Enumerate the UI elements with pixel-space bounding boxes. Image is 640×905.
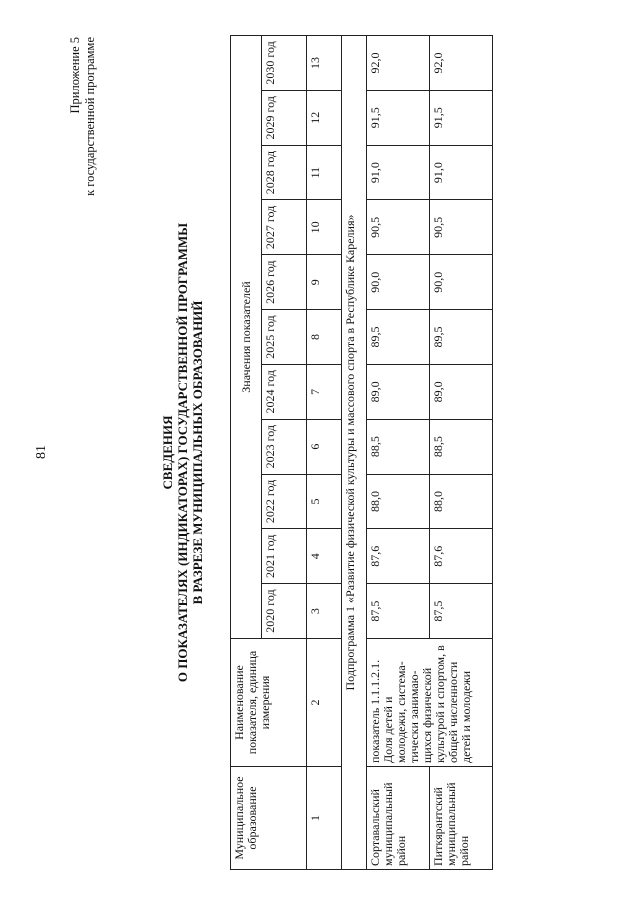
header-values-group: Значения показателей [231,36,262,639]
header-municipality: Муниципальное образование [231,767,307,870]
header-year: 2024 год [262,364,307,419]
page-number: 81 [34,445,49,459]
column-number: 7 [307,364,342,419]
header-year: 2030 год [262,36,307,91]
appendix-line-1: Приложение 5 [68,37,82,114]
column-number: 1 [307,767,342,870]
header-year: 2027 год [262,200,307,255]
header-year: 2020 год [262,584,307,639]
value-cell: 87,6 [367,529,430,584]
value-cell: 90,0 [430,255,493,310]
header-year: 2021 год [262,529,307,584]
column-number: 2 [307,639,342,767]
value-cell: 90,5 [367,200,430,255]
header-year: 2028 год [262,145,307,200]
value-cell: 87,5 [367,584,430,639]
value-cell: 91,0 [430,145,493,200]
value-cell: 90,0 [367,255,430,310]
heading-line-1: СВЕДЕНИЯ [160,415,175,490]
column-number: 13 [307,36,342,91]
value-cell: 89,5 [367,310,430,365]
column-number-row [307,36,342,870]
column-number: 8 [307,310,342,365]
value-cell: 88,0 [430,474,493,529]
column-number: 11 [307,145,342,200]
column-number: 12 [307,90,342,145]
heading-line-3: В РАЗРЕЗЕ МУНИЦИПАЛЬНЫХ ОБРАЗОВАНИЙ [190,300,205,605]
column-number: 6 [307,419,342,474]
indicator-cell: показатель 1.1.1.2.1. Доля детей и молодежи, система-тически занимаю-щихся физической культурой и спортом, в общей численности детей и молодежи [367,639,493,767]
column-number: 4 [307,529,342,584]
value-cell: 87,5 [430,584,493,639]
municipality-cell: Сортавальский муниципальный район [367,767,430,870]
subprogram-title: Подпрограмма 1 «Развитие физической культуры и массового спорта в Республике Карелия» [342,36,367,870]
value-cell: 92,0 [430,36,493,91]
value-cell: 91,5 [367,90,430,145]
value-cell: 88,5 [367,419,430,474]
header-year: 2022 год [262,474,307,529]
column-number: 10 [307,200,342,255]
document-heading [160,35,205,870]
value-cell: 91,5 [430,90,493,145]
municipality-cell: Питкярантский муниципальный район [430,767,493,870]
header-year: 2029 год [262,90,307,145]
value-cell: 88,0 [367,474,430,529]
header-year: 2023 год [262,419,307,474]
rotated-page-content [60,35,580,870]
value-cell: 89,0 [367,364,430,419]
column-number: 9 [307,255,342,310]
indicators-table [230,35,493,870]
value-cell: 89,0 [430,364,493,419]
header-indicator-name: Наименование показателя, единица измерения [231,639,307,767]
value-cell: 88,5 [430,419,493,474]
value-cell: 90,5 [430,200,493,255]
value-cell: 87,6 [430,529,493,584]
value-cell: 89,5 [430,310,493,365]
header-year: 2026 год [262,255,307,310]
value-cell: 92,0 [367,36,430,91]
column-number: 3 [307,584,342,639]
value-cell: 91,0 [367,145,430,200]
appendix-note [68,37,98,196]
appendix-line-2: к государственной программе [83,37,97,196]
heading-line-2: О ПОКАЗАТЕЛЯХ (ИНДИКАТОРАХ) ГОСУДАРСТВЕННОЙ ПРОГРАММЫ [175,222,190,683]
header-year: 2025 год [262,310,307,365]
column-number: 5 [307,474,342,529]
